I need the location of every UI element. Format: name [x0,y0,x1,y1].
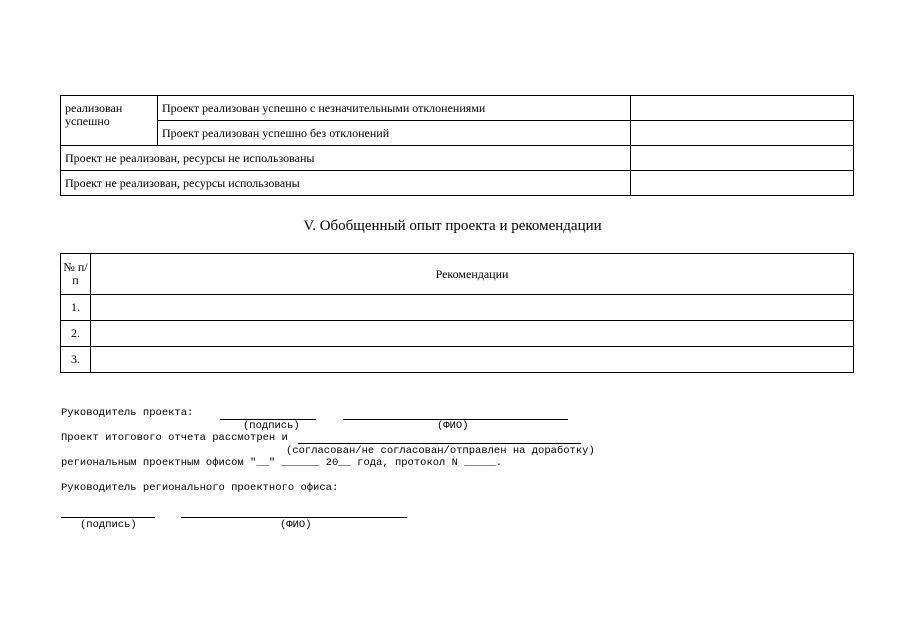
status-caption: (согласован/не согласован/отправлен на доработку) [286,445,595,457]
pm-fio-caption: (ФИО) [437,420,469,432]
row-num: 1. [61,295,91,321]
recommendation-cell[interactable] [91,347,854,373]
recommendations-table [60,253,854,373]
office-sign-line[interactable] [61,517,155,518]
row-num: 3. [61,347,91,373]
recommendation-cell[interactable] [91,321,854,347]
pm-sign-caption: (подпись) [243,420,300,432]
office-fio-line[interactable] [181,517,407,518]
row-not-unused-value[interactable] [631,146,854,171]
office-sign-caption: (подпись) [80,519,137,531]
row-minor-value[interactable] [631,96,854,121]
review-status-line[interactable] [298,443,581,444]
pm-label: Руководитель проекта: [61,407,194,419]
recommendation-cell[interactable] [91,295,854,321]
results-table [60,95,854,196]
row-minor-label: Проект реализован успешно с незначительными отклонениями [158,96,631,121]
office-head-label: Руководитель регионального проектного офиса: [61,482,339,494]
office-line: региональным проектным офисом "__" ______ 20__ года, протокол N _____. [61,457,503,469]
section-title: V. Обобщенный опыт проекта и рекомендации [303,218,602,234]
row-not-used-value[interactable] [631,171,854,196]
review-text: Проект итогового отчета рассмотрен и [61,432,288,444]
row-not-used-label: Проект не реализован, ресурсы использованы [61,171,631,196]
group-label-cell [61,96,158,146]
col-num-header: № п/п [61,254,91,295]
row-none-label: Проект реализован успешно без отклонений [158,121,631,146]
row-none-value[interactable] [631,121,854,146]
group-label: реализован успешно [65,101,123,128]
row-num: 2. [61,321,91,347]
row-not-unused-label: Проект не реализован, ресурсы не использованы [61,146,631,171]
office-fio-caption: (ФИО) [280,519,312,531]
col-rec-header: Рекомендации [91,254,854,295]
